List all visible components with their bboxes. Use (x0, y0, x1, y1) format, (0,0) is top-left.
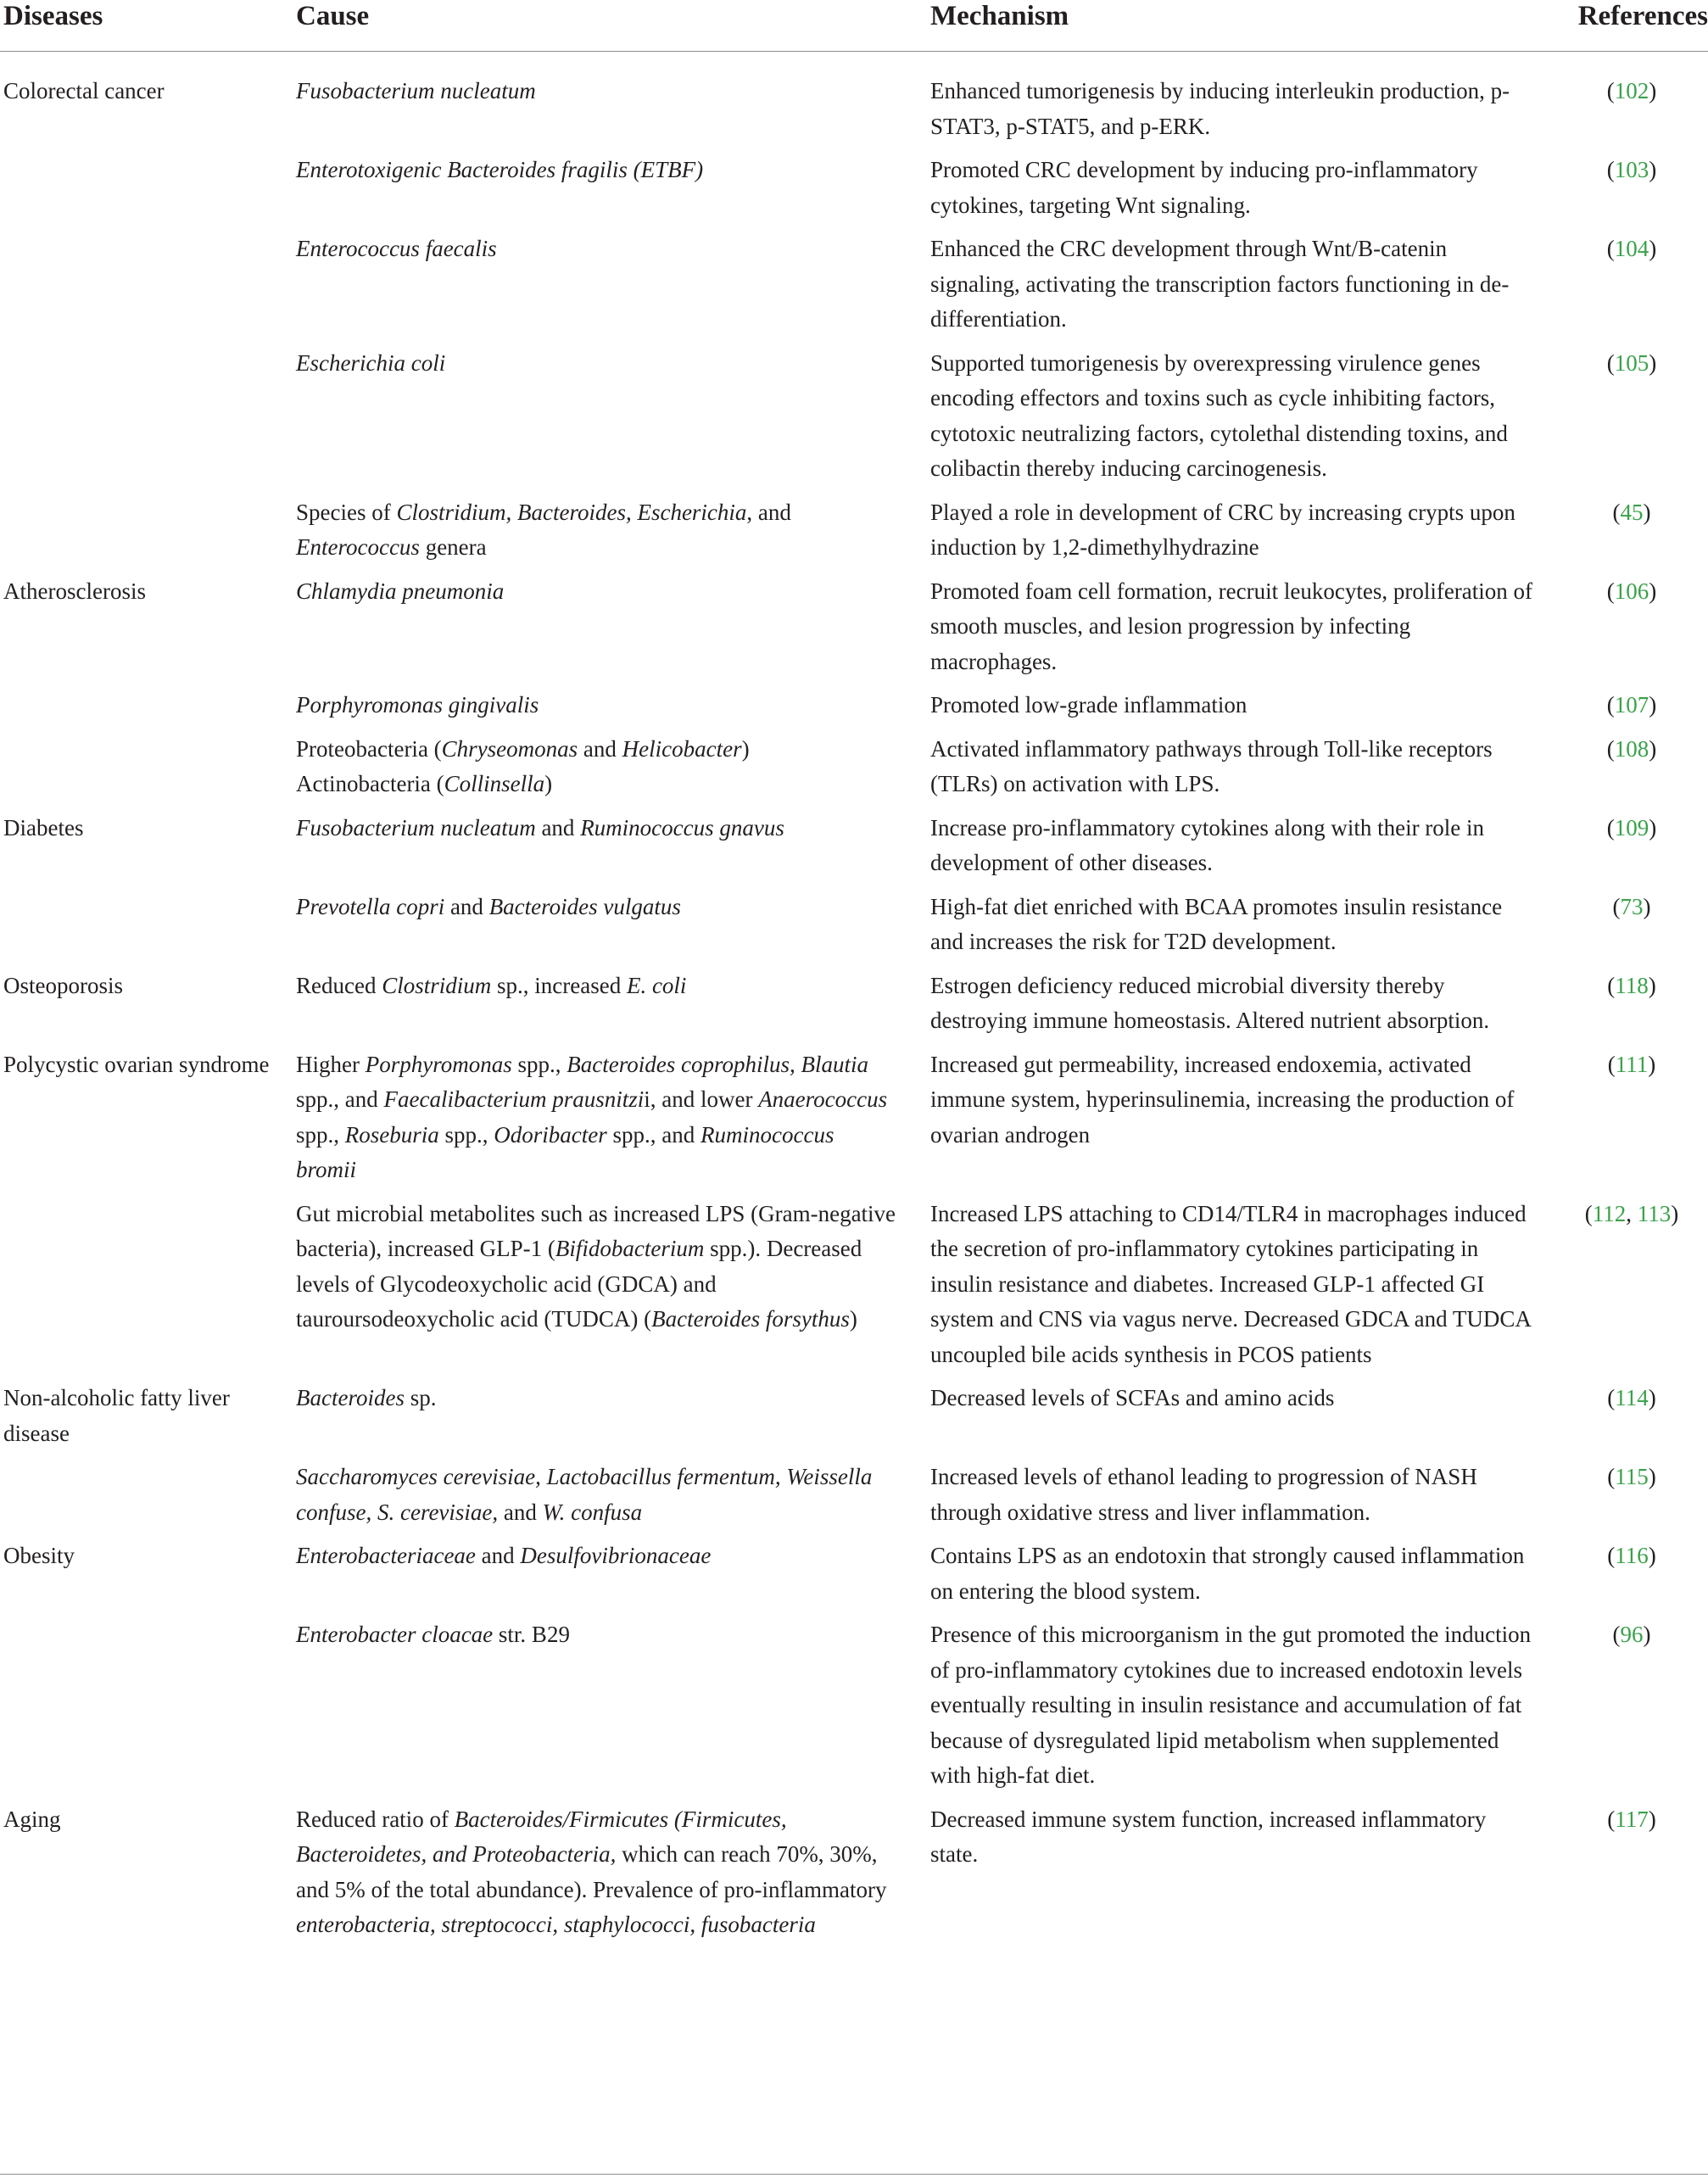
table-row (0, 1617, 1708, 1802)
taxon-name: Anaerococcus (758, 1086, 888, 1112)
reference-link[interactable]: 105 (1614, 349, 1649, 376)
cause-cell (296, 688, 930, 732)
cause-text: spp., and (296, 1086, 384, 1112)
table-row (0, 52, 1708, 154)
cause-text: ) (741, 735, 750, 762)
cause-text: and (578, 735, 622, 762)
mechanism-cell: Promoted CRC development by inducing pro-inflammatory cytokines, targeting Wnt signaling. (930, 157, 1478, 218)
mechanism-cell: Contains LPS as an endotoxin that strongly caused inflammation on entering the blood system. (930, 1543, 1525, 1604)
disease-cell (0, 153, 296, 232)
cause-cell (296, 1617, 930, 1802)
reference-link[interactable]: 102 (1614, 78, 1649, 103)
references-cell: (45) (1612, 499, 1651, 525)
cause-text: spp.). Decreased levels of Glycodeoxycholic acid (GDCA) and tauroursodeoxycholic acid (TUDCA) ( (296, 1236, 862, 1332)
header-diseases: Diseases (0, 0, 296, 52)
disease-cell: Aging (3, 1806, 61, 1832)
disease-cell (0, 688, 296, 732)
mechanism-cell: High-fat diet enriched with BCAA promotes insulin resistance and increases the risk for T2D development. (930, 893, 1503, 954)
references-cell: (118) (1607, 972, 1656, 998)
reference-link[interactable]: 112 (1592, 1200, 1627, 1226)
taxon-name: Faecalibacterium prausnitzi (383, 1086, 645, 1112)
cause-text: which can reach 70%, 30%, and 5% of the total abundance). Prevalence of pro-inflammatory (296, 1841, 887, 1902)
mechanism-cell: Increased levels of ethanol leading to progression of NASH through oxidative stress and liver inflammation. (930, 1464, 1477, 1525)
taxon-name: E. coli (626, 972, 687, 998)
references-cell: (73) (1612, 893, 1651, 919)
cause-text: and (475, 1543, 521, 1568)
cause-text: sp., increased (491, 972, 627, 998)
disease-cell (0, 1617, 296, 1802)
table-row (0, 232, 1708, 346)
reference-link[interactable]: 96 (1620, 1622, 1644, 1647)
cause-text: Proteobacteria ( (296, 735, 442, 762)
cause-text: Gut microbial metabolites such as increased LPS (Gram-negative bacteria), increased GLP-1 ( (296, 1200, 896, 1261)
reference-link[interactable]: 117 (1615, 1806, 1649, 1832)
mechanism-cell: Increased LPS attaching to CD14/TLR4 in macrophages induced the secretion of pro-inflammatory cytokines participating in insulin resistance and diabetes. Increased GLP-1 affected GI system and CNS via vagus nerve. Decreased GDCA and TUDCA uncoupled bile acids synthesis in PCOS patients (930, 1200, 1531, 1367)
taxon-name: Porphyromonas gingivalis (296, 692, 539, 718)
table-row (0, 969, 1708, 1047)
disease-cell (0, 495, 296, 574)
header-cause: Cause (296, 0, 930, 52)
taxon-name: Fusobacterium nucleatum (296, 78, 536, 103)
taxon-name: enterobacteria, streptococci, staphylococci, fusobacteria (296, 1912, 816, 1937)
disease-cell (0, 1460, 296, 1539)
cause-cell (296, 890, 930, 969)
taxon-name: Escherichia coli (296, 349, 446, 376)
cause-text: and (535, 814, 581, 840)
references-cell: (108) (1606, 735, 1657, 762)
header-mechanism: Mechanism (930, 0, 1547, 52)
cause-cell (296, 732, 930, 811)
cause-cell (296, 52, 930, 154)
cause-text: Higher (296, 1051, 366, 1077)
cause-text: spp., (511, 1051, 567, 1077)
header-row (0, 0, 1708, 52)
cause-text: Actinobacteria ( (296, 771, 444, 796)
cause-text: Reduced (296, 972, 382, 998)
disease-cell: Atherosclerosis (3, 578, 146, 604)
cause-text: spp., and (606, 1121, 701, 1148)
table-row (0, 574, 1708, 689)
taxon-name: Porphyromonas (365, 1051, 512, 1077)
table-row (0, 1047, 1708, 1197)
cause-text: sp. (404, 1385, 437, 1410)
mechanism-cell: Promoted foam cell formation, recruit leukocytes, proliferation of smooth muscles, and lesion progression by infecting macrophages. (930, 578, 1533, 674)
cause-text: , and (746, 499, 791, 525)
taxon-name: Saccharomyces cerevisiae, Lactobacillus fermentum, Weissella confuse, S. cerevisiae, (296, 1464, 873, 1525)
references-cell: (111) (1607, 1051, 1656, 1077)
taxon-name: Prevotella copri (296, 893, 445, 919)
references-cell: (112, 113) (1584, 1200, 1679, 1226)
table-row (0, 1460, 1708, 1539)
references-cell: (117) (1607, 1806, 1656, 1832)
cause-cell (296, 811, 930, 890)
cause-text: and (498, 1499, 543, 1525)
mechanism-cell: Activated inflammatory pathways through Toll-like receptors (TLRs) on activation with LPS. (930, 735, 1493, 796)
table-row (0, 495, 1708, 574)
taxon-name: Chryseomonas (441, 735, 578, 762)
reference-link[interactable]: 118 (1615, 972, 1649, 998)
table-row (0, 688, 1708, 732)
mechanism-cell: Enhanced tumorigenesis by inducing interleukin production, p-STAT3, p-STAT5, and p-ERK. (930, 78, 1510, 139)
taxon-name: Clostridium, Bacteroides, Escherichia (396, 499, 747, 525)
reference-link[interactable]: 103 (1614, 157, 1649, 182)
references-cell: (116) (1607, 1543, 1656, 1568)
reference-link[interactable]: 114 (1615, 1385, 1649, 1410)
references-cell: (109) (1606, 814, 1657, 840)
cause-text: ) (544, 771, 553, 796)
references-cell: (107) (1606, 692, 1657, 718)
disease-cell: Osteoporosis (3, 972, 123, 998)
table-row (0, 890, 1708, 969)
references-cell: (104) (1606, 236, 1657, 261)
taxon-name: Roseburia (344, 1121, 439, 1148)
disease-cell (0, 1197, 296, 1382)
cause-text: str. B29 (493, 1622, 570, 1647)
taxon-name: Ruminococcus gnavus (580, 814, 784, 840)
taxon-name: Ruminococcus bromii (296, 1121, 834, 1182)
taxon-name: Bifidobacterium (555, 1236, 705, 1261)
references-cell: (102) (1606, 78, 1657, 103)
header-references: References (1547, 0, 1708, 52)
taxon-name: Bacteroides coprophilus, Blautia (567, 1051, 868, 1077)
taxon-name: Collinsella (444, 771, 545, 796)
reference-link[interactable]: 73 (1620, 893, 1644, 919)
references-cell: (103) (1606, 157, 1657, 182)
disease-cell: Diabetes (3, 814, 84, 840)
taxon-name: Enterobacter cloacae (296, 1622, 494, 1647)
references-cell: (115) (1607, 1464, 1656, 1489)
cause-text: spp., (438, 1121, 494, 1148)
mechanism-cell: Played a role in development of CRC by increasing crypts upon induction by 1,2-dimethylhydrazine (930, 499, 1515, 560)
cause-cell (296, 1381, 930, 1460)
mechanism-cell: Increase pro-inflammatory cytokines along with their role in development of other diseases. (930, 814, 1485, 875)
taxon-name: Bacteroides (296, 1385, 405, 1410)
taxon-name: Odoribacter (494, 1121, 607, 1148)
cause-cell (296, 232, 930, 346)
table-row (0, 811, 1708, 890)
cause-text: and (444, 893, 489, 919)
disease-cell (0, 232, 296, 346)
mechanism-cell: Enhanced the CRC development through Wnt/B-catenin signaling, activating the transcription factors functioning in de-differentiation. (930, 236, 1510, 332)
mechanism-cell: Decreased immune system function, increased inflammatory state. (930, 1806, 1487, 1867)
disease-cell (0, 890, 296, 969)
cause-cell (296, 574, 930, 689)
reference-link[interactable]: 107 (1614, 692, 1649, 718)
cause-cell (296, 346, 930, 495)
taxon-name: Enterococcus faecalis (296, 236, 497, 261)
disease-cell: Colorectal cancer (3, 78, 165, 103)
table-row (0, 1381, 1708, 1460)
disease-cell: Obesity (3, 1543, 75, 1568)
taxon-name: Clostridium (382, 972, 492, 998)
cause-text: Reduced ratio of (296, 1806, 455, 1832)
references-cell: (106) (1606, 578, 1657, 604)
taxon-name: Enterococcus (296, 534, 420, 560)
cause-cell (296, 1197, 930, 1382)
mechanism-cell: Presence of this microorganism in the gut promoted the induction of pro-inflammatory cytokines due to increased endotoxin levels eventually resulting in insulin resistance and accumulation of fat because of dysregulated lipid metabolism when supplemented with high-fat diet. (930, 1622, 1532, 1788)
mechanism-cell: Estrogen deficiency reduced microbial diversity thereby destroying immune homeostasis. Altered nutrient absorption. (930, 972, 1490, 1033)
cause-cell (296, 1802, 930, 1952)
taxon-name: Bacteroides forsythus (651, 1306, 850, 1332)
references-cell: (105) (1606, 349, 1657, 376)
cause-cell (296, 1539, 930, 1617)
reference-link[interactable]: 109 (1614, 814, 1649, 840)
references-cell: (114) (1607, 1385, 1656, 1410)
table-row (0, 1802, 1708, 1952)
taxon-name: Fusobacterium nucleatum (296, 814, 536, 840)
disease-cell (0, 346, 296, 495)
cause-text: spp., (296, 1121, 345, 1148)
reference-link[interactable]: 45 (1620, 499, 1644, 525)
disease-cell (0, 732, 296, 811)
cause-cell (296, 153, 930, 232)
taxon-name: Enterobacteriaceae (296, 1543, 476, 1568)
cause-text: i, and lower (644, 1086, 759, 1112)
disease-cell: Non-alcoholic fatty liver disease (3, 1385, 230, 1446)
reference-link[interactable]: 116 (1615, 1543, 1649, 1568)
taxon-name: W. confusa (542, 1499, 643, 1525)
references-cell: (96) (1612, 1622, 1651, 1647)
taxon-name: Bacteroides/Firmicutes (Firmicutes, Bacteroidetes, and Proteobacteria, (296, 1806, 787, 1867)
cause-text: ) (849, 1306, 857, 1332)
table-row (0, 732, 1708, 811)
taxon-name: Desulfovibrionaceae (520, 1543, 712, 1568)
reference-link[interactable]: 106 (1614, 578, 1649, 604)
taxon-name: Chlamydia pneumonia (296, 578, 505, 604)
cause-text: genera (419, 534, 487, 560)
mechanism-cell: Decreased levels of SCFAs and amino acids (930, 1385, 1335, 1410)
disease-cell: Polycystic ovarian syndrome (3, 1051, 270, 1077)
taxon-name: Helicobacter (622, 735, 742, 762)
reference-link[interactable]: 115 (1615, 1464, 1649, 1489)
cause-cell (296, 495, 930, 574)
cause-cell (296, 969, 930, 1047)
mechanism-cell: Supported tumorigenesis by overexpressing virulence genes encoding effectors and toxins such as cycle inhibiting factors, cytotoxic neutralizing factors, cytolethal distending toxins, and colibactin thereby inducing carcinogenesis. (930, 349, 1508, 481)
table-body (0, 52, 1708, 1952)
cause-cell (296, 1460, 930, 1539)
table-row (0, 1197, 1708, 1382)
cause-text: Species of (296, 499, 397, 525)
mechanism-cell: Increased gut permeability, increased endoxemia, activated immune system, hyperinsulinemia, increasing the production of ovarian androgen (930, 1051, 1515, 1148)
reference-link[interactable]: 111 (1615, 1051, 1649, 1077)
taxon-name: Bacteroides vulgatus (488, 893, 681, 919)
taxon-name: Enterotoxigenic Bacteroides fragilis (ETBF) (296, 157, 704, 182)
table-row (0, 346, 1708, 495)
table-row (0, 153, 1708, 232)
table-bottom-rule (0, 2174, 1708, 2175)
cause-cell (296, 1047, 930, 1197)
reference-link[interactable]: 104 (1614, 236, 1649, 261)
reference-link[interactable]: 108 (1614, 735, 1649, 762)
reference-link[interactable]: 113 (1637, 1200, 1672, 1226)
mechanism-cell: Promoted low-grade inflammation (930, 692, 1248, 718)
table-row (0, 1539, 1708, 1617)
